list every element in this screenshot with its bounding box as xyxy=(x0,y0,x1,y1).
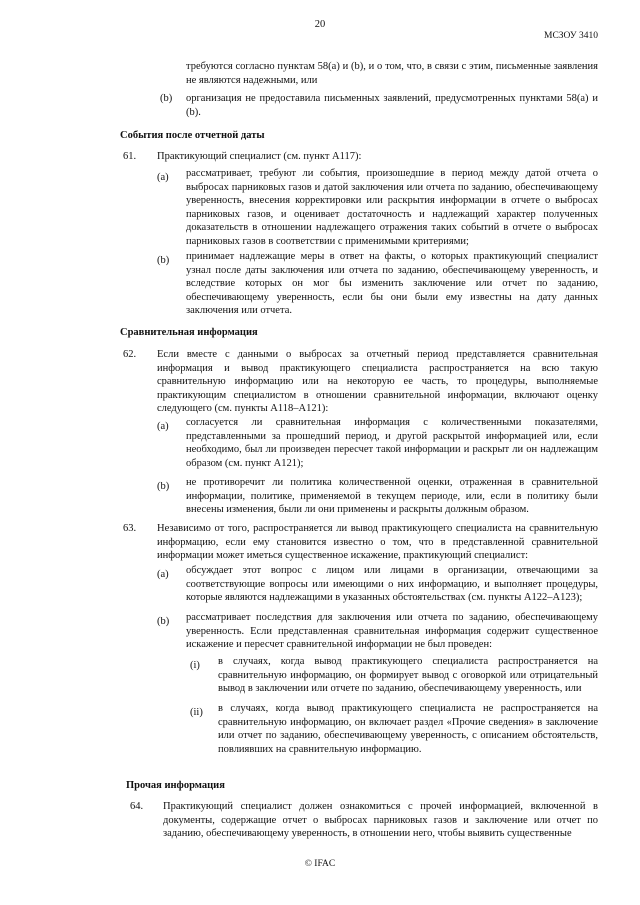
list-item-text: рассматривает, требуют ли события, произошедшие в период между датой отчета о выбросах парниковых газов и датой заключения или отчета по заданию, обеспечивающему уверенность, внесения корректировки или раскрытия информации в отчете о выбросах парниковых газов, и оценивает достаточность и надлежащий характер полученных доказательств в отношении надлежащего отражения таких событий в отчете о выбросах парниковых газов в соответствии с применимыми критериями; xyxy=(186,168,598,247)
document-code: МСЗОУ 3410 xyxy=(544,31,598,41)
list-label: (a) xyxy=(157,569,169,580)
list-label: (b) xyxy=(157,616,170,627)
paragraph-intro: Независимо от того, распространяется ли вывод практикующего специалиста на сравнительную информацию, если ему становится известно о том, что в представленной сравнительной информации может иметься существенное искажение, практикующий специалист: xyxy=(157,523,598,562)
paragraph-number: 63. xyxy=(123,523,137,534)
list-label: (a) xyxy=(157,421,169,432)
paragraph-text: Практикующий специалист должен ознакомиться с прочей информацией, включенной в документы, содержащие отчет о выбросах парниковых газов и заключение или отчет по заданию, обеспечивающему уверенность, в отношении него, чтобы выявить существенные xyxy=(163,801,598,840)
section-heading-comparative: Сравнительная информация xyxy=(120,327,258,338)
continued-paragraph: требуются согласно пунктам 58(a) и (b), и о том, что, в связи с этим, письменные заявления не являются надежными, или xyxy=(186,61,598,86)
sublist-label: (i) xyxy=(190,660,200,671)
list-label: (b) xyxy=(157,481,170,492)
paragraph-intro: Если вместе с данными о выбросах за отчетный период представляется сравнительная информация и вывод практикующего специалиста распространяется на всю такую сравнительную информацию или на некоторую ее часть, то процедуры, выполняемые практикующим специалистом в отношении сравнительной информации, включают оценку следующего (см. пункты A118–A121): xyxy=(157,349,598,415)
list-item-text: не противоречит ли политика количественной оценки, отраженная в сравнительной информации, политике, применяемой в текущем периоде, или, если в политику были внесены изменения, были ли они применены и раскрыты должным образом. xyxy=(186,477,598,516)
footer-copyright: © IFAC xyxy=(304,859,336,869)
page-number: 20 xyxy=(314,19,326,30)
list-label: (a) xyxy=(157,172,169,183)
list-item-text: обсуждает этот вопрос с лицом или лицами в организации, отвечающими за соответствующие вопросы или имеющими о них информацию, и выполняет процедуры, которые являются надлежащими в указанных обстоятельствах (см. пункты A122–A123); xyxy=(186,565,598,604)
list-item-text: согласуется ли сравнительная информация с количественными показателями, представленными за прошедший период, и другой раскрытой информацией или, если необходимо, был ли произведен пересчет такой информации и раскрыт ли он надлежащим образом (см. пункт A121); xyxy=(186,417,598,469)
sublist-item-text: в случаях, когда вывод практикующего специалиста не распространяется на сравнительную информацию, он включает раздел «Прочие сведения» в заключение или отчет по заданию, обеспечивающему уверенность, с описанием обстоятельств, повлиявших на сравнительную информацию. xyxy=(218,703,598,755)
paragraph-number: 61. xyxy=(123,151,137,162)
section-heading-events: События после отчетной даты xyxy=(120,130,265,141)
list-item-text: рассматривает последствия для заключения или отчета по заданию, обеспечивающему уверенность. Если представленная сравнительная информация содержит существенное искажение и пересчет сравнительной информации не был проведен: xyxy=(186,612,598,651)
sublist-item-text: в случаях, когда вывод практикующего специалиста распространяется на сравнительную информацию, он формирует вывод с оговоркой или отрицательный вывод в заключении или отчете по заданию, обеспечивающему уверенность, или xyxy=(218,656,598,695)
paragraph-intro: Практикующий специалист (см. пункт A117): xyxy=(157,151,362,162)
list-item-text: принимает надлежащие меры в ответ на факты, о которых практикующий специалист узнал после даты заключения или отчета по заданию, обеспечивающему уверенность, и вследствие которых он мог бы изменить заключение или отчет по заданию, обеспечивающему уверенность, если бы они были ему известны на дату данных заключения или отчета. xyxy=(186,251,598,317)
paragraph-number: 64. xyxy=(130,801,144,812)
list-label: (b) xyxy=(160,93,173,104)
section-heading-other: Прочая информация xyxy=(126,780,225,791)
list-item-text: организация не предоставила письменных заявлений, предусмотренных пунктами 58(a) и (b). xyxy=(186,93,598,118)
sublist-label: (ii) xyxy=(190,707,203,718)
paragraph-number: 62. xyxy=(123,349,137,360)
list-label: (b) xyxy=(157,255,170,266)
